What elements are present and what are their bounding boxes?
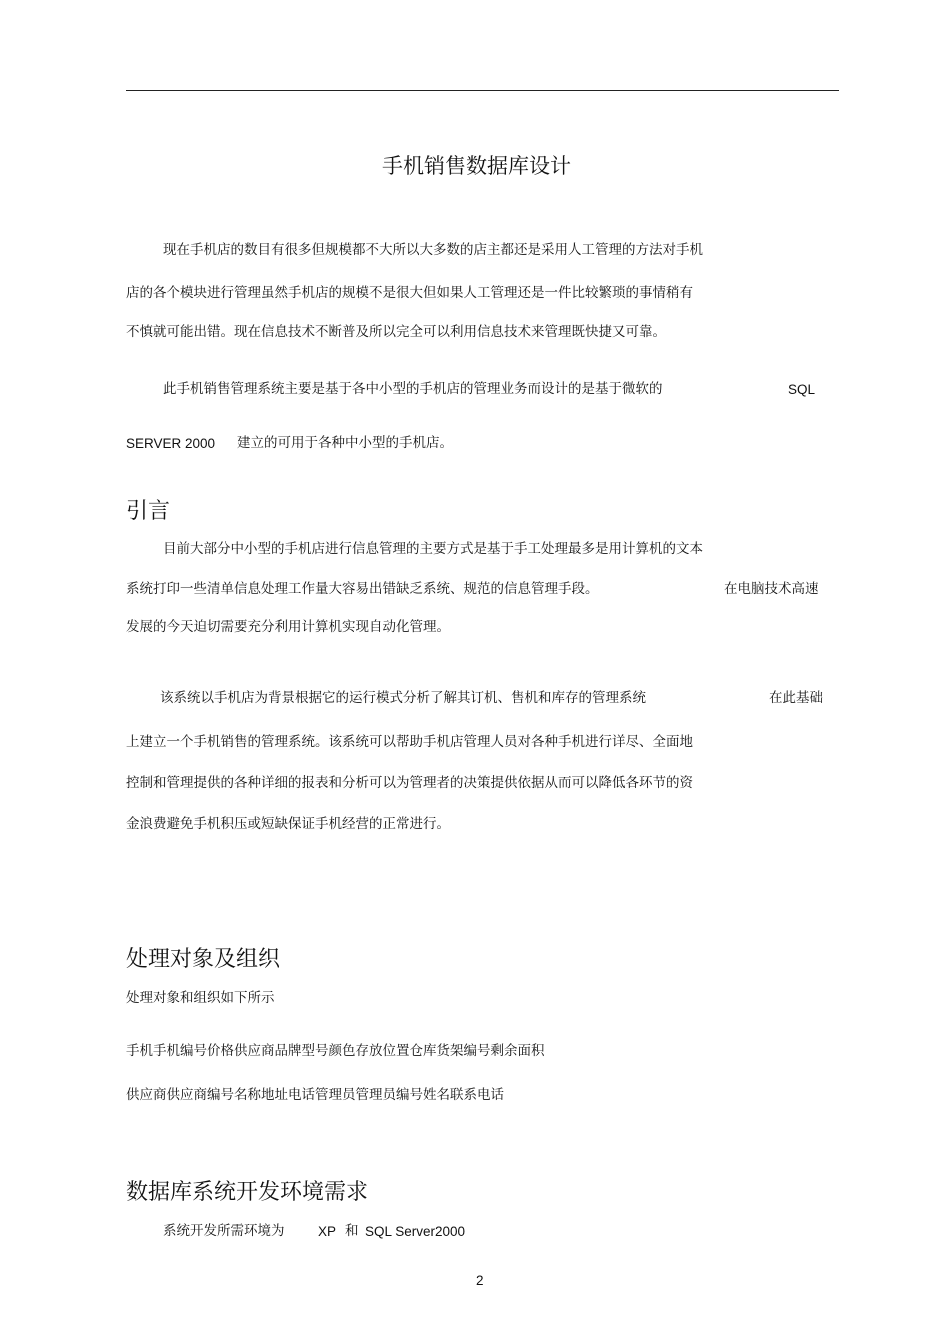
section-intro-p2-line4: 金浪费避免手机积压或短缺保证手机经营的正常进行。 bbox=[126, 816, 450, 832]
section-intro-p2-line1-right: 在此基础 bbox=[769, 690, 823, 706]
section-heading-env: 数据库系统开发环境需求 bbox=[126, 1180, 369, 1205]
section-intro-p1-line1: 目前大部分中小型的手机店进行信息管理的主要方式是基于手工处理最多是用计算机的文本 bbox=[163, 541, 703, 557]
section-intro-p1-line2: 系统打印一些清单信息处理工作量大容易出错缺乏系统、规范的信息管理手段。 bbox=[126, 581, 599, 597]
section-env-text-a: 系统开发所需环境为 bbox=[163, 1223, 285, 1239]
section-objects-line1: 手机手机编号价格供应商品牌型号颜色存放位置仓库货架编号剩余面积 bbox=[126, 1043, 545, 1059]
section-env-and: 和 bbox=[345, 1223, 359, 1239]
intro-p2-sql: SQL bbox=[788, 382, 816, 397]
section-objects-line2: 供应商供应商编号名称地址电话管理员管理员编号姓名联系电话 bbox=[126, 1087, 504, 1103]
section-intro-p1-line2-right: 在电脑技术高速 bbox=[724, 581, 819, 597]
intro-p1-line3: 不慎就可能出错。现在信息技术不断普及所以完全可以利用信息技术来管理既快捷又可靠。 bbox=[126, 324, 666, 340]
intro-p2-line2: 建立的可用于各种中小型的手机店。 bbox=[237, 435, 453, 451]
section-env-xp: XP bbox=[318, 1224, 337, 1239]
section-heading-objects: 处理对象及组织 bbox=[126, 947, 281, 972]
intro-p2-line1: 此手机销售管理系统主要是基于各中小型的手机店的管理业务而设计的是基于微软的 bbox=[163, 381, 663, 397]
intro-p1-line2: 店的各个模块进行管理虽然手机店的规模不是很大但如果人工管理还是一件比较繁琐的事情稍有 bbox=[126, 285, 693, 301]
section-heading-intro: 引言 bbox=[126, 499, 171, 524]
section-intro-p2-line2: 上建立一个手机销售的管理系统。该系统可以帮助手机店管理人员对各种手机进行详尽、全面地 bbox=[126, 734, 693, 750]
section-intro-p2-line1: 该系统以手机店为背景根据它的运行模式分析了解其订机、售机和库存的管理系统 bbox=[160, 690, 646, 706]
section-intro-p1-line3: 发展的今天迫切需要充分利用计算机实现自动化管理。 bbox=[126, 619, 450, 635]
document-title: 手机销售数据库设计 bbox=[382, 154, 571, 178]
section-objects-subtitle: 处理对象和组织如下所示 bbox=[126, 990, 275, 1006]
page-number: 2 bbox=[476, 1273, 484, 1288]
header-rule bbox=[126, 90, 839, 91]
section-intro-p2-line3: 控制和管理提供的各种详细的报表和分析可以为管理者的决策提供依据从而可以降低各环节的资 bbox=[126, 775, 693, 791]
intro-p2-server: SERVER 2000 bbox=[126, 436, 216, 451]
section-env-sqlserver: SQL Server2000 bbox=[365, 1224, 466, 1239]
intro-p1-line1: 现在手机店的数目有很多但规模都不大所以大多数的店主都还是采用人工管理的方法对手机 bbox=[163, 242, 703, 258]
